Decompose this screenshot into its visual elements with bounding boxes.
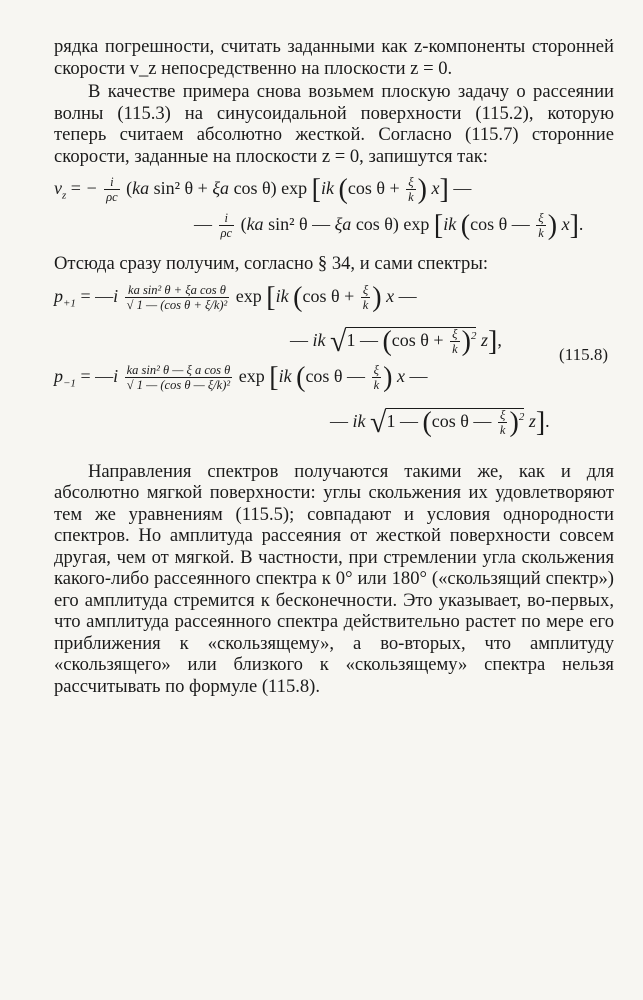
paragraph-2: В качестве примера снова возьмем плоскую задачу о рассеянии волны (115.3) на синусоидальной поверхности (115.2), которую теперь считаем абсолютно жесткой. Согласно (115.7) сторонние скорости, заданные на плоскости z = 0, запишутся так:: [54, 81, 614, 167]
equation-vz-line2: — $\frac{i}{\rho c}$ (ka sin² θ — ξa cos θ) exp [ik (cos θ — $\frac{\xi}{k}$ ) x].: [194, 209, 584, 241]
equation-p-plus-line2: — ik √1 — (cos θ + $\frac{\xi}{k}$ )$^2$ z],: [290, 324, 502, 358]
equation-vz-line1: $v_z$ = − $\frac{i}{\rho c}$ (ka sin² θ + ξa cos θ) exp [ik (cos θ + $\frac{\xi}{k}$ ) x] —: [54, 173, 472, 205]
paragraph-3: Отсюда сразу получим, согласно § 34, и сами спектры:: [54, 253, 488, 274]
paragraph-4: Направления спектров получаются такими же, как и для абсолютно мягкой поверхности: углы скольжения их удовлетворяют тем же уравнениям (115.5); совпадают и условия однородности спектров. Но амплитуда рассеяния от жесткой поверхности совсем другая, чем от мягкой. В частности, при стремлении угла скольжения какого-либо рассеянного спектра к 0° или 180° («скользящий спектр») его амплитуда стремится к бесконечности. Это указывает, во-первых, что амплитуда рассеянного спектра действительно растет по мере его приближения к «скользящему», а во-вторых, что амплитуду «скользящего» или близкого к «скользящему» спектра нельзя рассчитывать по формуле (115.8).: [54, 460, 614, 697]
document-page: [54, 36, 614, 697]
paragraph-1: рядка погрешности, считать заданными как z-компоненты сторонней скорости v_z непосредственно на плоскости z = 0.: [54, 36, 614, 79]
equation-p-minus-line2: — ik √1 — (cos θ — $\frac{\xi}{k}$ )$^2$ z].: [330, 405, 550, 439]
equation-p-plus-line1: $p_{+1}$ = —i $\frac{\text{ka sin² θ + ξa cos θ}}{\text{√ 1 — (cos θ + ξ/k)²}}$ exp [ik (cos θ + $\frac{\xi}{k}$ ) x —: [54, 281, 417, 313]
equation-p-minus-line1: $p_{-1}$ = —i $\frac{\text{ka sin² θ — ξ a cos θ}}{\text{√ 1 — (cos θ — ξ/k)²}}$ exp [ik (cos θ — $\frac{\xi}{k}$ ) x —: [54, 361, 428, 393]
equation-number: (115.8): [559, 344, 608, 364]
